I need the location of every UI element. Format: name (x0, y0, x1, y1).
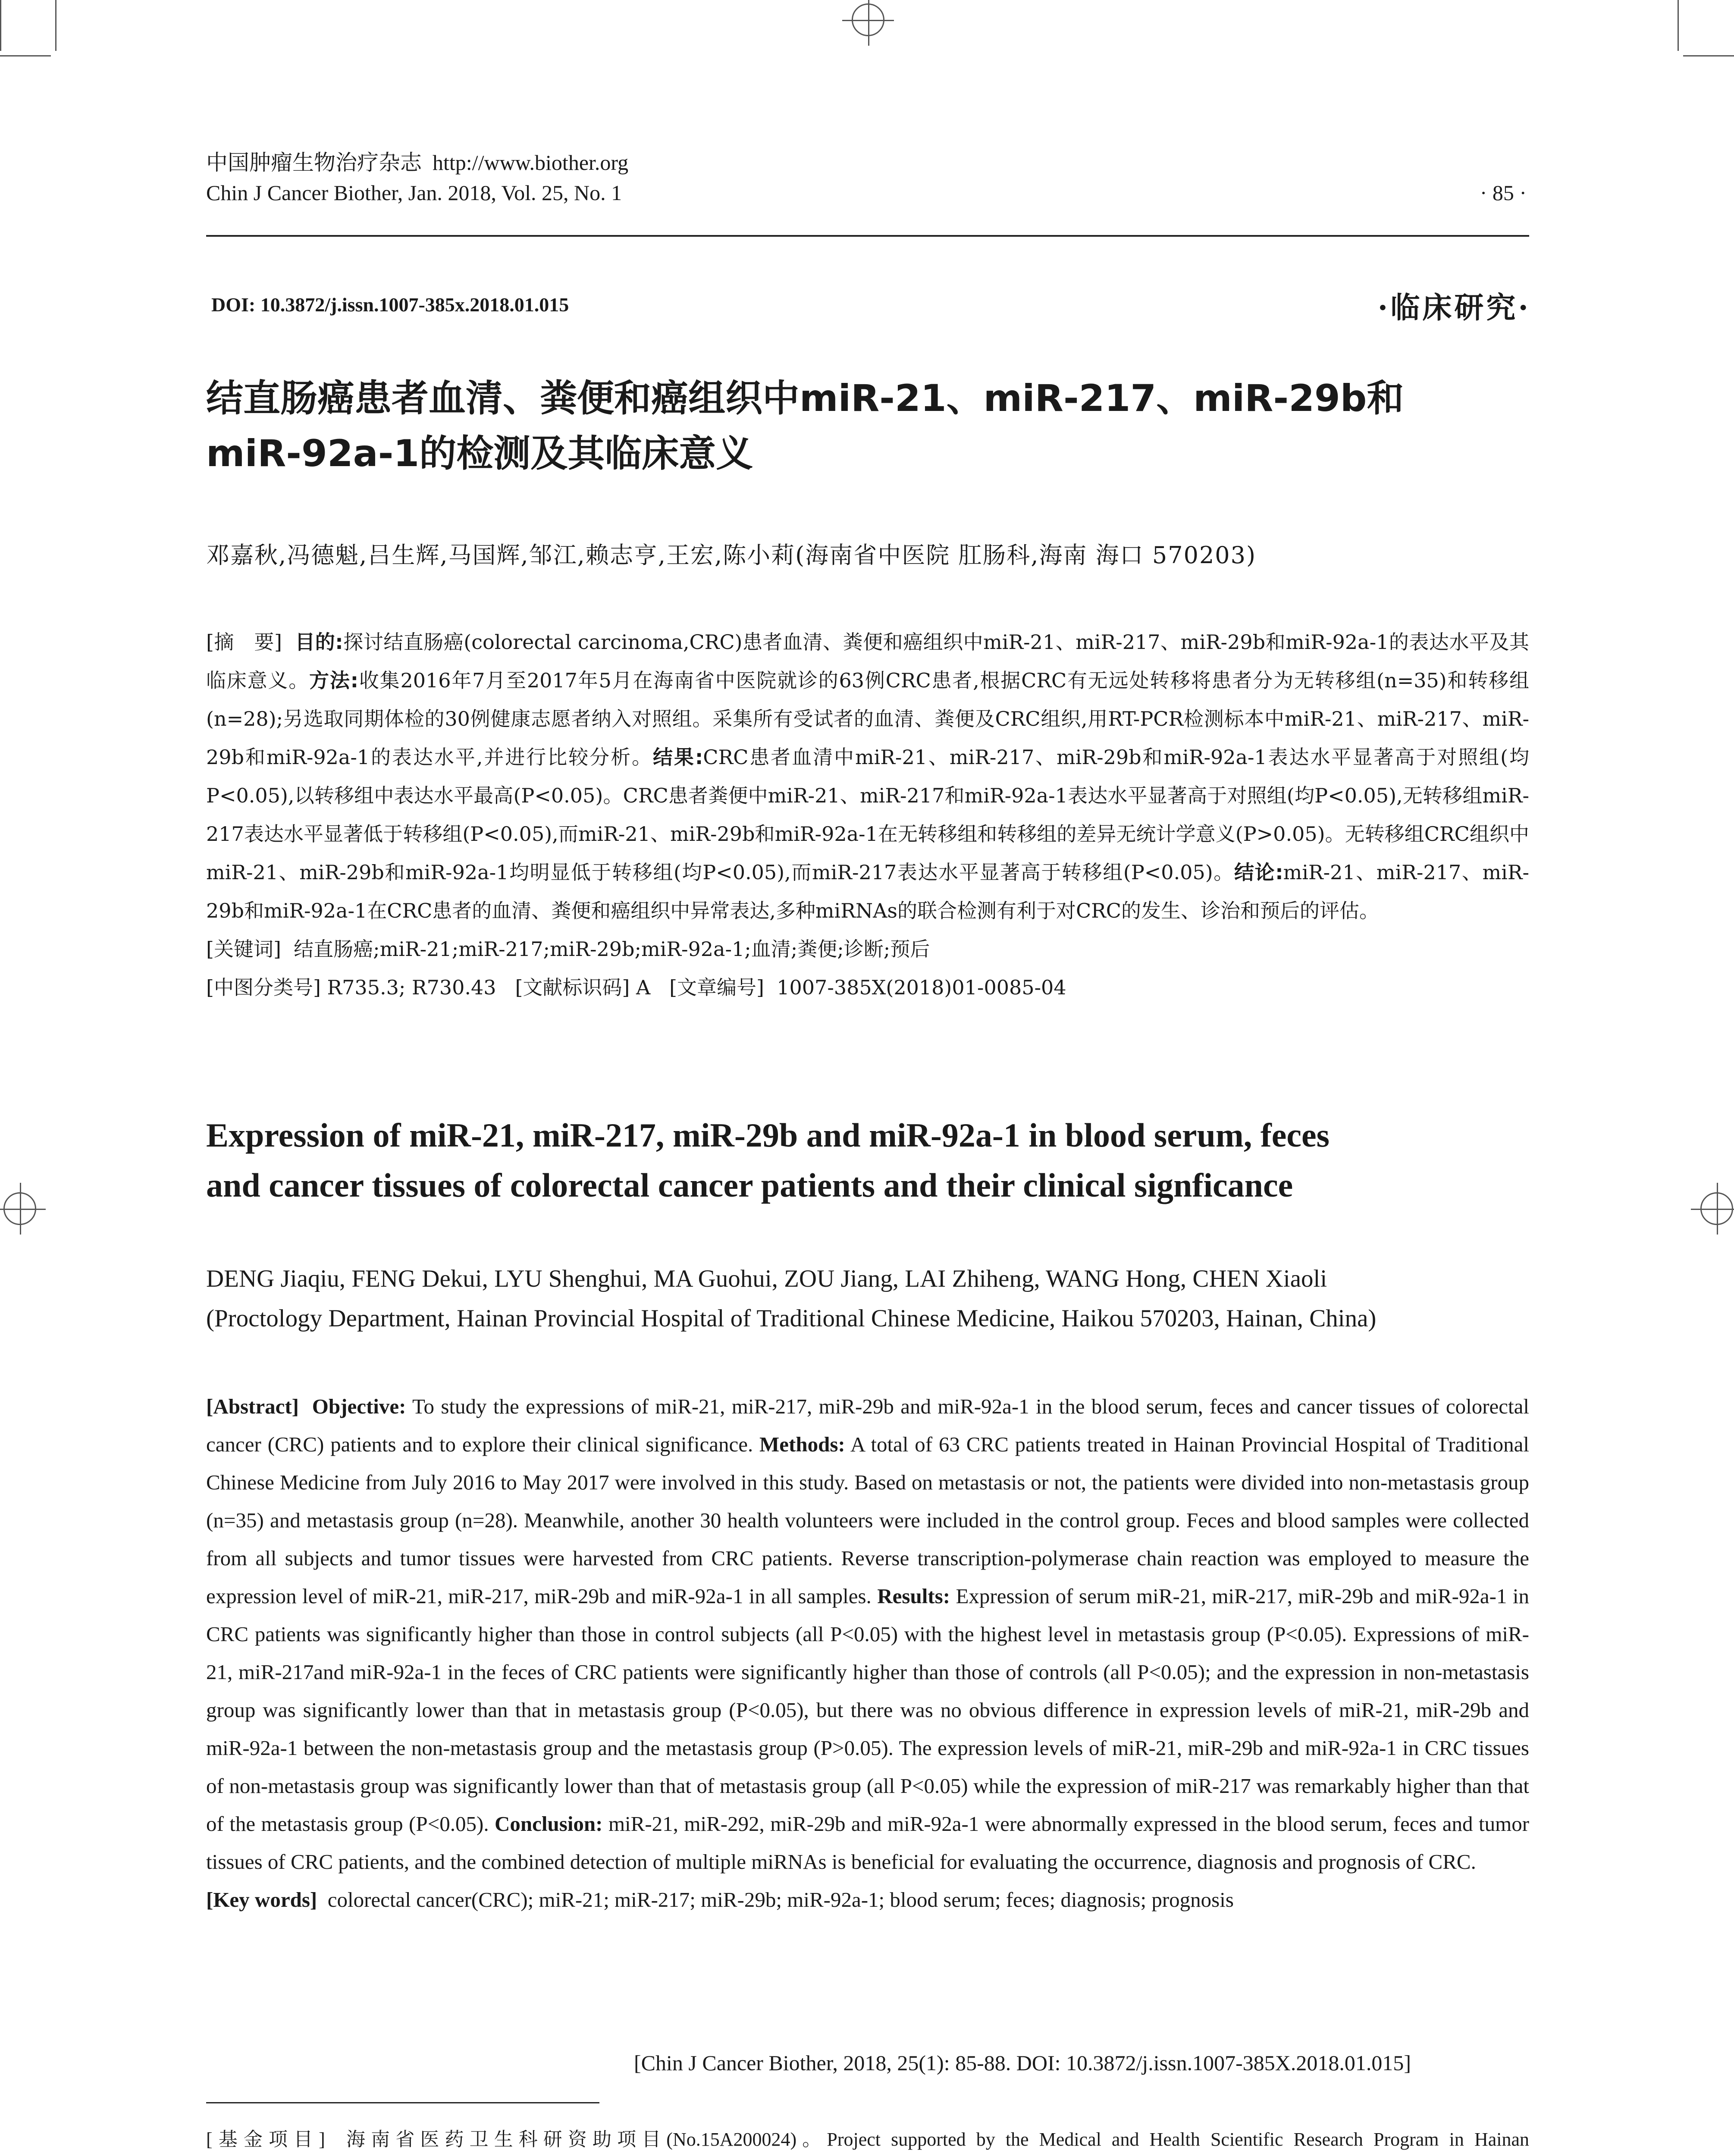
journal-name-cn: 中国肿瘤生物治疗杂志 (206, 150, 422, 175)
crop-mark-top-left-h (0, 55, 51, 56)
title-en (206, 1110, 1534, 1210)
abstract-en-label: [Abstract] (206, 1395, 299, 1418)
authors-en-block (206, 1259, 1534, 1338)
abstract-cn-objective-label: 目的: (295, 630, 343, 654)
abstract-cn-results-label: 结果: (652, 746, 703, 769)
article-label: [文章编号] (669, 976, 764, 999)
abstract-en-objective-label: Objective: (312, 1395, 406, 1418)
abstract-en-methods: A total of 63 CRC patients treated in Hainan Provincial Hospital of Traditional Chinese Medicine from July 2016 to May 2017 were involved in this study. Based on metastasis or not, the patients were divided into non-metastasis group (n=35) and metastasis group (n=28). Meanwhile, another 30 health volunteers were included in the control group. Feces and blood samples were collected from all subjects and tumor tissues were harvested from CRC patients. Reverse transcription-polymerase chain reaction was employed to measure the expression level of miR-21, miR-217, miR-29b and miR-92a-1 in all samples. (206, 1432, 1530, 1608)
keywords-en-text: colorectal cancer(CRC); miR-21; miR-217; miR-29b; miR-92a-1; blood serum; feces; diagnosis; prognosis (327, 1888, 1234, 1912)
title-cn (206, 371, 1534, 481)
title-cn-line-2: miR-92a-1的检测及其临床意义 (206, 432, 753, 475)
section-tag: ·临床研究· (1377, 291, 1531, 325)
abstract-cn-label: [摘 要] (206, 630, 282, 654)
doccode-label: [文献标识码] (515, 976, 630, 999)
fund-text: 海南省医药卫生科研资助项目(No.15A200024)。Project supported by the Medical and Health Scientific Research Program in Hainan (346, 2129, 1530, 2150)
authors-cn: 邓嘉秋,冯德魁,吕生辉,马国辉,邹江,赖志亨,王宏,陈小莉(海南省中医院 肛肠科,海南 海口 570203) (206, 542, 1257, 569)
keywords-en (206, 1881, 1529, 1919)
running-header (206, 147, 1241, 208)
journal-name-en: Chin J Cancer Biother, Jan. 2018, Vol. 25, No. 1 (206, 181, 622, 205)
doi-line: DOI: 10.3872/j.issn.1007-385x.2018.01.015 (211, 294, 569, 316)
abstract-en-methods-label: Methods: (759, 1432, 845, 1456)
doccode-value: A (636, 976, 651, 999)
keywords-en-label: [Key words] (206, 1888, 317, 1912)
title-en-line-1: Expression of miR-21, miR-217, miR-29b and miR-92a-1 in blood serum, feces (206, 1116, 1330, 1154)
keywords-cn-label: [关键词] (206, 937, 281, 961)
keywords-cn-text: 结直肠癌;miR-21;miR-217;miR-29b;miR-92a-1;血清;粪便;诊断;预后 (294, 937, 930, 961)
abstract-cn-methods-label: 方法: (309, 669, 359, 692)
class-value: R735.3; R730.43 (327, 976, 496, 999)
abstract-cn (206, 623, 1529, 1007)
fund-label: [基金项目] (206, 2129, 326, 2150)
abstract-cn-conclusion: miR-21、miR-217、miR-29b和miR-92a-1在CRC患者的血清、粪便和癌组织中异常表达,多种miRNAs的联合检测有利于对CRC的发生、诊治和预后的评估。 (206, 861, 1530, 922)
journal-url[interactable]: http://www.biother.org (433, 150, 629, 175)
title-en-line-2: and cancer tissues of colorectal cancer patients and their clinical signficance (206, 1166, 1293, 1204)
header-rule (206, 235, 1529, 237)
abstract-en-conclusion-label: Conclusion: (495, 1812, 603, 1836)
authors-en: DENG Jiaqiu, FENG Dekui, LYU Shenghui, MA Guohui, ZOU Jiang, LAI Zhiheng, WANG Hong, CHEN Xiaoli (206, 1265, 1327, 1292)
affiliation-en: (Proctology Department, Hainan Provincial Hospital of Traditional Chinese Medicine, Haikou 570203, Hainan, China) (206, 1305, 1377, 1332)
registration-mark-top (852, 3, 884, 36)
crop-mark-top-left-v (55, 0, 56, 51)
keywords-cn (206, 930, 1529, 968)
class-label: [中图分类号] (206, 976, 321, 999)
abstract-cn-results: CRC患者血清中miR-21、miR-217、miR-29b和miR-92a-1表达水平显著高于对照组(均P<0.05),以转移组中表达水平最高(P<0.05)。CRC患者粪便中miR-21、miR-217和miR-92a-1表达水平显著高于对照组(均P<0.05),无转移组miR-217表达水平显著低于转移组(P<0.05),而miR-21、miR-29b和miR-92a-1在无转移组和转移组的差异无统计学意义(P>0.05)。无转移组CRC组织中miR-21、miR-29b和miR-92a-1均明显低于转移组(均P<0.05),而miR-217表达水平显著高于转移组(P<0.05)。 (206, 746, 1529, 884)
footnote-list-actual (206, 2124, 1529, 2156)
abstract-en (206, 1388, 1529, 1919)
abstract-cn-objective: 探讨结直肠癌(colorectal carcinoma,CRC)患者血清、粪便和癌组织中miR-21、miR-217、miR-29b和miR-92a-1的表达水平及其临床意义。 (206, 630, 1529, 692)
registration-mark-left (3, 1192, 36, 1225)
registration-mark-right (1700, 1192, 1733, 1225)
abstract-cn-conclusion-label: 结论: (1234, 861, 1283, 884)
crop-mark-top-left-v2 (0, 0, 1, 51)
article-value: 1007-385X(2018)01-0085-04 (777, 976, 1066, 999)
crop-mark-top-right-h (1683, 55, 1734, 56)
abstract-en-objective: To study the expressions of miR-21, miR-217, miR-29b and miR-92a-1 in the blood serum, feces and cancer tissues of colorectal cancer (CRC) patients and to explore their clinical significance. (206, 1395, 1530, 1456)
footnote-rule (206, 2102, 599, 2103)
abstract-en-conclusion: miR-21, miR-292, miR-29b and miR-92a-1 were abnormally expressed in the blood serum, feces and tumor tissues of CRC patients, and the combined detection of multiple miRNAs is beneficial for evaluating the occurrence, diagnosis and prognosis of CRC. (206, 1812, 1530, 1874)
page-number: · 85 · (1480, 181, 1527, 205)
title-cn-line-1: 结直肠癌患者血清、粪便和癌组织中miR-21、miR-217、miR-29b和 (206, 377, 1404, 420)
abstract-en-results: Expression of serum miR-21, miR-217, miR-29b and miR-92a-1 in CRC patients was significantly higher than those in control subjects (all P<0.05) with the highest level in metastasis group (P<0.05). Expressions of miR-21, miR-217and miR-92a-1 in the feces of CRC patients were significantly higher than those of controls (all P<0.05); and the expression in non-metastasis group was significantly lower than that in metastasis group (P<0.05), but there was no obvious difference in expression levels of miR-21, miR-29b and miR-92a-1 between the non-metastasis group and the metastasis group (P>0.05). The expression levels of miR-21, miR-29b and miR-92a-1 in CRC tissues of non-metastasis group was significantly lower than that of metastasis group (all P<0.05) while the expression of miR-217 was remarkably higher than that of the metastasis group (P<0.05). (206, 1584, 1530, 1836)
classification-line (206, 968, 1529, 1007)
abstract-en-results-label: Results: (877, 1584, 950, 1608)
crop-mark-top-right-v (1678, 0, 1679, 51)
abstract-cn-methods: 收集2016年7月至2017年5月在海南省中医院就诊的63例CRC患者,根据CRC有无远处转移将患者分为无转移组(n=35)和转移组(n=28);另选取同期体检的30例健康志愿者纳入对照组。采集所有受试者的血清、粪便及CRC组织,用RT-PCR检测标本中miR-21、miR-217、miR-29b和miR-92a-1的表达水平,并进行比较分析。 (206, 669, 1529, 769)
citation: [Chin J Cancer Biother, 2018, 25(1): 85-88. DOI: 10.3872/j.issn.1007-385X.2018.01.015] (634, 2051, 1411, 2075)
footnote-fund-entry (206, 2124, 1529, 2156)
